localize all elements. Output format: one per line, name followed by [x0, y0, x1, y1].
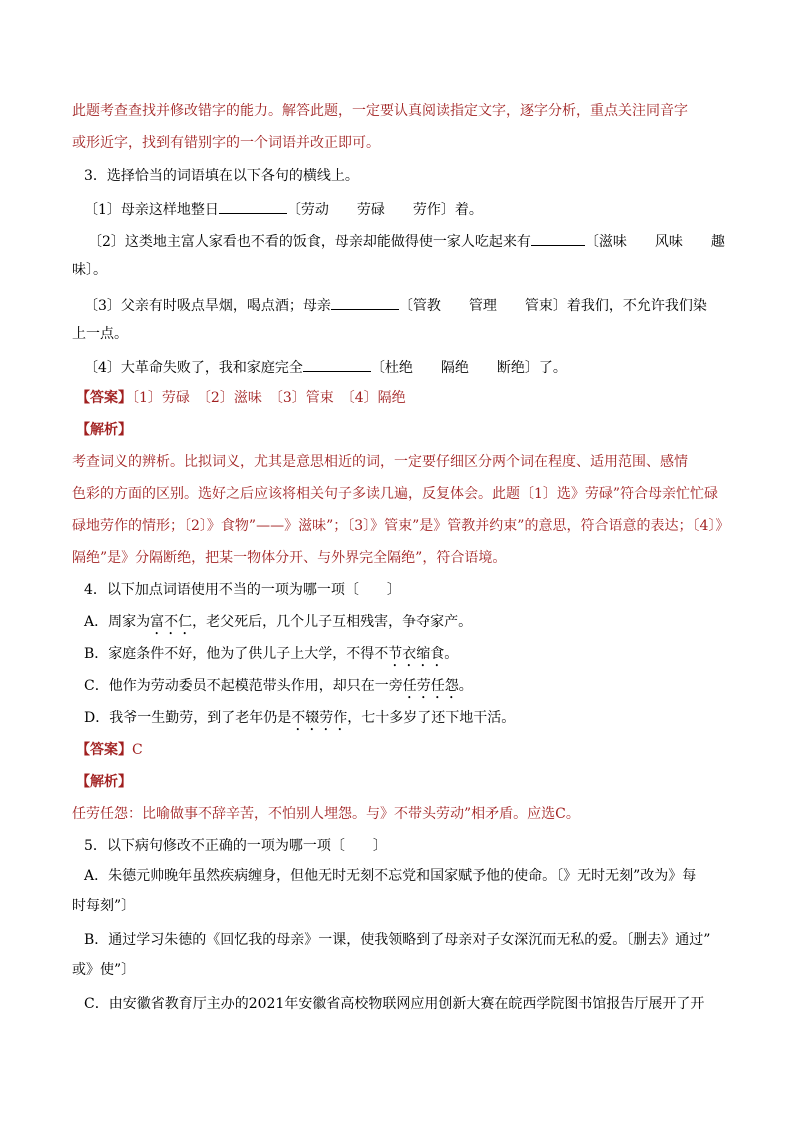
q3-analysis-label: 【解析】 [76, 422, 132, 438]
q3-sentence-3 [84, 294, 744, 316]
q4-c-text-end: 。 [458, 678, 473, 694]
q3-s4-blank[interactable] [303, 356, 371, 372]
q3-s1-options: 〔劳动 劳碌 劳作〕着。 [286, 202, 483, 218]
q5-option-c-line-1: C．由安徽省教育厅主办的2021年安徽省高校物联网应用创新大赛在皖西学院图书馆报告厅展开了开 [84, 996, 705, 1012]
q4-option-c [84, 676, 744, 698]
q3-s2-blank[interactable] [531, 230, 585, 246]
q3-answer-label: 【答案】 [76, 390, 132, 406]
q4-option-d [84, 708, 744, 730]
q3-answer [76, 388, 736, 410]
q4-c-text: C．他作为劳动委员不起模范带头作用，却只在一旁 [84, 678, 403, 694]
q3-s1-blank[interactable] [219, 198, 287, 214]
intro-line-1: 此题考查查找并修改错字的能力。解答此题，一定要认真阅读指定文字，逐字分析，重点关注同音字 [72, 103, 688, 119]
q3-s4-options: 〔杜绝 隔绝 断绝〕了。 [370, 360, 567, 376]
q4-option-a [84, 612, 744, 634]
q3-analysis-line-1: 考查词义的辨析。比拟词义，尤其是意思相近的词，一定要仔细区分两个词在程度、适用范围、感情 [72, 454, 688, 470]
q4-d-dotted-word: 不辍劳作 [291, 710, 348, 726]
q5-option-a-line-1: A．朱德元帅晚年虽然疾病缠身，但他无时无刻不忘党和国家赋予他的使命。〔》无时无刻”改为》每 [84, 868, 697, 884]
q4-d-text-end: ，七十多岁了还下地干活。 [347, 710, 516, 726]
q4-b-text-end: 。 [444, 646, 459, 662]
q4-option-b [84, 644, 744, 666]
q3-analysis-line-2: 色彩的方面的区别。选好之后应该将相关句子多读几遍，反复体会。此题〔1〕选》劳碌”符合母亲忙忙碌 [72, 486, 719, 502]
q3-s2-text: 〔2〕这类地主富人家看也不看的饭食，母亲却能做得使一家人吃起来有 [88, 234, 531, 250]
q4-analysis-text: 任劳任怨：比喻做事不辞辛苦，不怕别人埋怨。与》不带头劳动”相矛盾。应选C。 [72, 806, 580, 822]
q3-sentence-2 [88, 230, 748, 252]
q5-option-b-line-1: B．通过学习朱德的《回忆我的母亲》一课，使我领略到了母亲对子女深沉而无私的爱。〔删去》通过” [84, 932, 711, 948]
q4-a-text: A．周家为 [84, 614, 151, 630]
q3-s3-options: 〔管教 管理 管束〕着我们，不允许我们染 [398, 298, 707, 314]
intro-line-2: 或形近字，找到有错别字的一个词语并改正即可。 [72, 135, 380, 151]
q5-option-b-line-2: 或》使”〕 [72, 962, 136, 978]
q4-b-dotted-word: 节衣缩食 [388, 646, 445, 662]
q3-stem: 3．选择恰当的词语填在以下各句的横线上。 [84, 168, 359, 184]
q3-s2-options: 〔滋味 风味 趣 [584, 234, 725, 250]
q5-stem: 5．以下病句修改不正确的一项为哪一项〔 〕 [84, 838, 387, 854]
q4-c-dotted-word: 任劳任怨 [402, 678, 459, 694]
q3-sentence-2-cont: 味〕。 [72, 262, 107, 278]
q3-analysis-line-4: 隔绝”是》分隔断绝，把某一物体分开、与外界完全隔绝”，符合语境。 [72, 550, 507, 566]
q3-sentence-1 [84, 198, 744, 220]
q3-s3-text: 〔3〕父亲有时吸点旱烟，喝点酒；母亲 [84, 298, 331, 314]
q4-b-text: B．家庭条件不好，他为了供儿子上大学，不得不 [84, 646, 389, 662]
q3-sentence-4 [84, 356, 744, 378]
q3-s3-blank[interactable] [331, 294, 399, 310]
q4-a-dotted-word: 富不仁 [150, 614, 193, 630]
q4-answer [76, 740, 736, 762]
q4-a-text-end: ，老父死后，几个儿子互相残害，争夺家产。 [192, 614, 473, 630]
q4-d-text: D．我爷一生勤劳，到了老年仍是 [84, 710, 292, 726]
q4-stem: 4．以下加点词语使用不当的一项为哪一项〔 〕 [84, 582, 401, 598]
q3-answer-text: 〔1〕劳碌 〔2〕滋味 〔3〕管束 〔4〕隔绝 [132, 390, 406, 406]
q3-s4-text: 〔4〕大革命失败了，我和家庭完全 [84, 360, 303, 376]
q3-s1-text: 〔1〕母亲这样地整日 [84, 202, 219, 218]
q5-option-a-line-2: 时每刻”〕 [72, 898, 136, 914]
q4-analysis-label: 【解析】 [76, 774, 132, 790]
q3-analysis-line-3: 碌地劳作的情形；〔2〕》食物”——》滋味”；〔3〕》管束”是》管教并约束”的意思，符合语意的表达；〔4〕》 [72, 518, 730, 534]
q4-answer-text: C [132, 742, 143, 758]
q3-sentence-3-cont: 上一点。 [72, 326, 128, 342]
q4-answer-label: 【答案】 [76, 742, 132, 758]
